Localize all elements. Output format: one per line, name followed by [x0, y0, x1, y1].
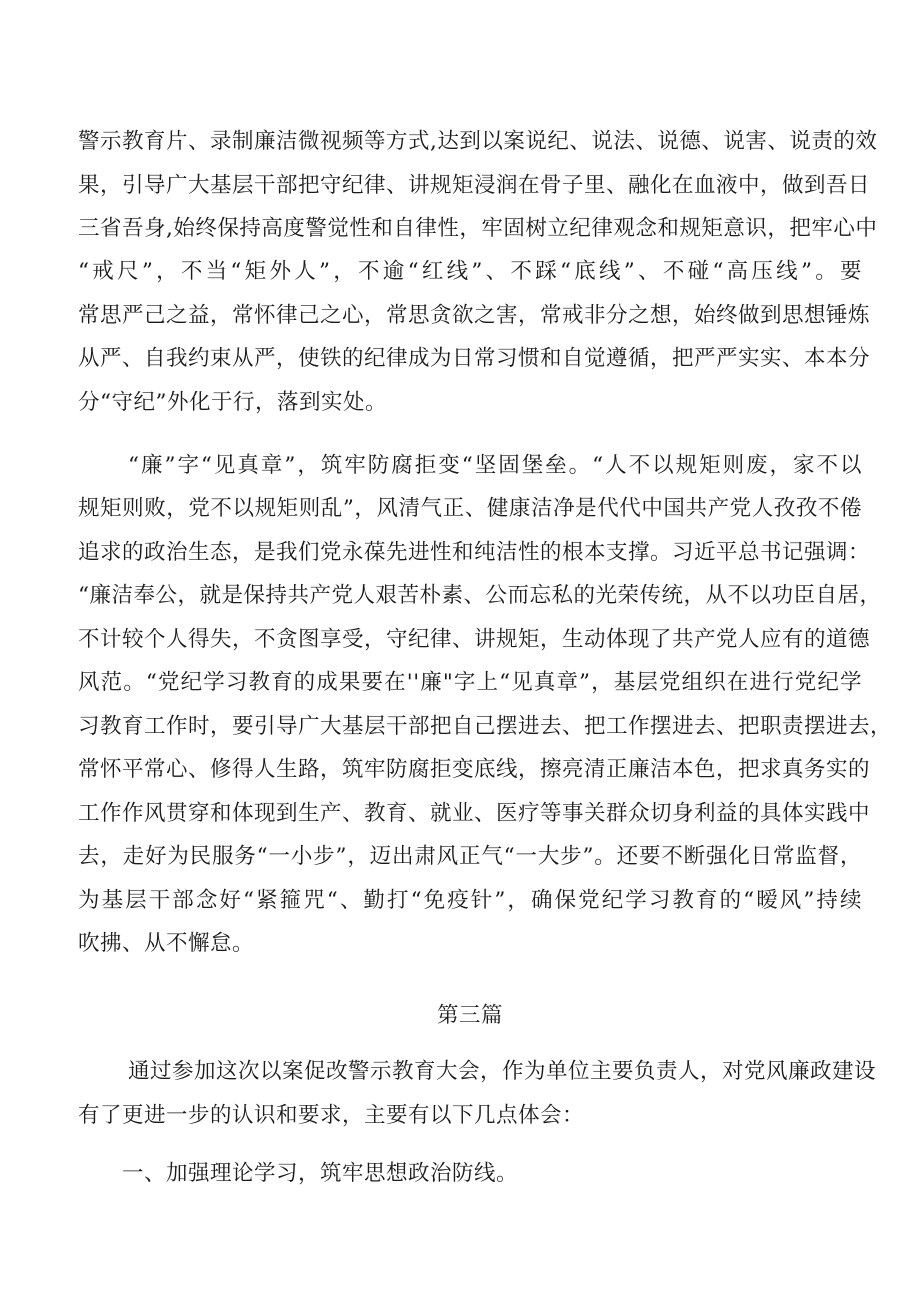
paragraph-2-line-4: “廉洁奉公，就是保持共产党人艰苦朴素、公而忘私的光荣传统，从不以功臣自居，: [78, 583, 882, 608]
paragraph-1-line-1: 警示教育片、录制廉洁微视频等方式,达到以案说纪、说法、说德、说害、说责的效: [78, 129, 878, 154]
paragraph-2-line-12: 吹拂、从不懈怠。: [78, 931, 255, 956]
paragraph-1-line-6: 从严、自我约束从严，使铁的纪律成为日常习惯和自觉遵循，把严严实实、本本分: [78, 346, 871, 371]
paragraph-2-line-5: 不计较个人得失，不贪图享受，守纪律、讲规矩，生动体现了共产党人应有的道德: [78, 627, 871, 652]
paragraph-1-line-4: “戒尺”，不当“矩外人”，不逾“红线”、不踩“底线”、不碰“高压线”。要: [78, 259, 862, 284]
paragraph-2-line-7: 习教育工作时，要引导广大基层干部把自己摆进去、把工作摆进去、把职责摆进去，: [78, 714, 893, 739]
paragraph-2-line-1: “廉”字“见真章”，筑牢防腐拒变“坚固堡垒。“人不以规矩则废，家不以: [128, 453, 862, 478]
paragraph-2-line-11: 为基层干部念好“紧箍咒“、勤打“免疫针”，确保党纪学习教育的“暧风”持续: [78, 888, 862, 913]
paragraph-1-line-7: 分“守纪”外化于行，落到实处。: [78, 390, 387, 415]
paragraph-1-line-3: 三省吾身,始终保持高度警觉性和自律性，牢固树立纪律观念和规矩意识，把牢心中: [78, 216, 878, 241]
paragraph-2-line-2: 规矩则败，党不以规矩则乱”，风清气正、健康洁净是代代中国共产党人孜孜不倦: [78, 496, 862, 521]
paragraph-2-line-6: 风范。“党纪学习教育的成果要在''廉"字上“见真章”，基层党组织在进行党纪学: [78, 670, 862, 695]
paragraph-1-line-5: 常思严己之益，常怀律己之心，常思贪欲之害，常戒非分之想，始终做到思想锤炼: [78, 303, 871, 328]
paragraph-2-line-9: 工作作风贯穿和体现到生产、教育、就业、医疗等事关群众切身利益的具体实践中: [78, 801, 871, 826]
section-title: 第三篇: [436, 1003, 503, 1028]
heading-1: 一、加强理论学习，筑牢思想政治防线。: [122, 1161, 519, 1186]
paragraph-2-line-3: 追求的政治生态，是我们党永葆先进性和纯洁性的根本支撑。习近平总书记强调：: [78, 540, 871, 565]
paragraph-3-line-1: 通过参加这次以案促改警示教育大会，作为单位主要负责人，对党风廉政建设: [128, 1059, 877, 1084]
paragraph-3-line-2: 有了更进一步的认识和要求，主要有以下几点体会：: [78, 1103, 585, 1128]
paragraph-2-line-10: 去，走好为民服务“一小步”，迈出肃风正气“一大步”。还要不断强化日常监督，: [78, 844, 862, 869]
paragraph-1-line-2: 果，引导广大基层干部把守纪律、讲规矩浸润在骨子里、融化在血液中，做到吾日: [78, 173, 871, 198]
paragraph-2-line-8: 常怀平常心、修得人生路，筑牢防腐拒变底线，擦亮清正廉洁本色，把求真务实的: [78, 757, 871, 782]
